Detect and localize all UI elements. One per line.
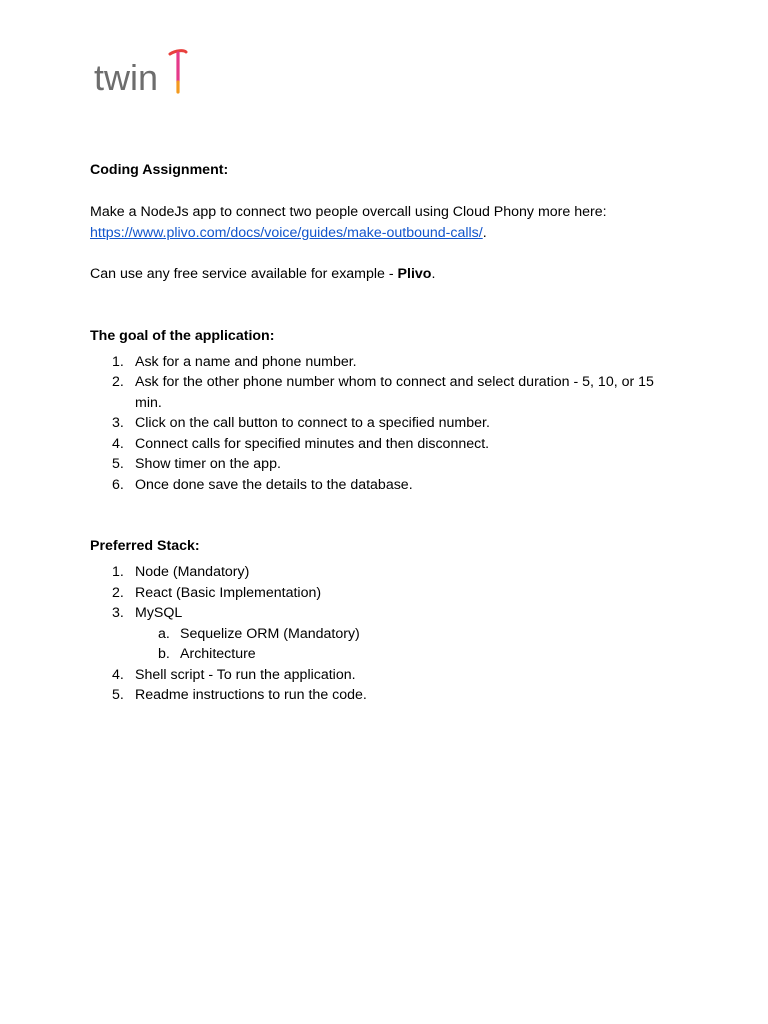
list-item-text: Click on the call button to connect to a specified number. [135,415,490,431]
sublist-item [90,644,690,665]
list-item [90,603,690,665]
list-item-text: MySQL [135,605,183,621]
stack-list [90,562,690,706]
list-number: 1. [112,353,124,370]
list-item [90,685,690,706]
list-number: 4. [112,435,124,452]
list-number: 2. [112,374,124,390]
list-number: 4. [112,666,124,683]
goal-heading: The goal of the application: [90,327,275,344]
sublist-item-text: Sequelize ORM (Mandatory) [180,625,360,642]
document-body [90,160,690,706]
intro-text: Make a NodeJs app to connect two people overcall using Cloud Phony more here: [90,204,607,220]
link-suffix: . [482,224,487,241]
plivo-docs-link[interactable]: https://www.plivo.com/docs/voice/guides/make-outbound-calls/ [90,224,483,241]
goal-list [90,352,690,496]
list-item-text: Connect calls for specified minutes and then disconnect. [135,435,490,452]
list-item-text: Show timer on the app. [135,456,281,472]
service-text: Can use any free service available for example - [90,266,398,282]
service-line [90,264,690,285]
list-number: 1. [112,564,124,580]
twin-logo-icon [92,46,192,98]
list-item-text: Once done save the details to the database. [135,476,413,493]
stack-heading: Preferred Stack: [90,538,200,554]
list-item [90,583,690,604]
assignment-heading: Coding Assignment: [90,162,229,178]
logo-text: twin [94,57,159,98]
list-item [90,372,690,413]
list-item [90,352,690,373]
sublist-item-text: Architecture [180,646,256,662]
list-number: 3. [112,605,124,621]
list-item [90,665,690,686]
service-name: Plivo [397,266,432,282]
list-item [90,434,690,455]
list-number: 3. [112,415,124,431]
list-item [90,475,690,496]
sublist-item [90,624,690,645]
mysql-sublist [135,624,690,665]
list-item-text: Shell script - To run the application. [135,666,356,683]
list-number: 2. [112,584,124,601]
list-item [90,413,690,434]
list-item-text: Ask for the other phone number whom to connect and select duration - 5, 10, or 15 min. [135,374,654,411]
list-item-text: Node (Mandatory) [135,564,250,580]
sublist-letter: a. [158,625,170,642]
list-number: 6. [112,476,124,493]
list-item-text: Readme instructions to run the code. [135,687,367,703]
list-item [90,454,690,475]
twin-logo [92,46,192,98]
service-suffix: . [431,266,436,282]
list-item-text: Ask for a name and phone number. [135,353,357,370]
list-number: 5. [112,687,124,703]
list-item [90,562,690,583]
sublist-letter: b. [158,646,170,662]
assignment-intro [90,202,690,243]
list-number: 5. [112,456,124,472]
list-item-text: React (Basic Implementation) [135,584,322,601]
